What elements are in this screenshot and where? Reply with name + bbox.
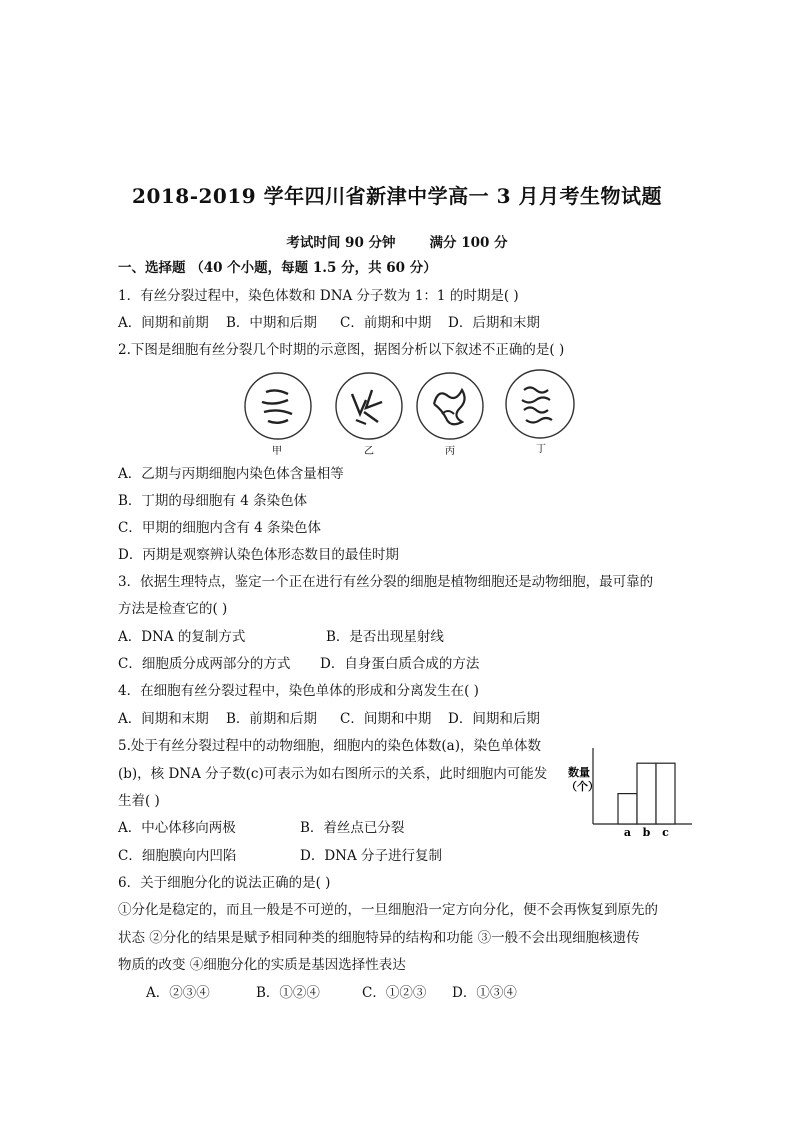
q4-option-b: B．前期和后期 <box>226 711 317 727</box>
exam-info <box>0 231 794 251</box>
q2-stem: 2.下图是细胞有丝分裂几个时期的示意图，据图分析以下叙述不正确的是( ) <box>118 342 565 358</box>
q5-option-b: B．着丝点已分裂 <box>300 820 405 836</box>
cell-ding <box>506 370 574 438</box>
q5-stem-line2: (b)，核 DNA 分子数(c)可表示为如右图所示的关系，此时细胞内可能发 <box>118 766 548 782</box>
q6-body-line1: ①分化是稳定的，而且一般是不可逆的，一旦细胞沿一定方向分化，便不会再恢复到原先的 <box>118 902 658 918</box>
mitosis-figure <box>238 368 588 458</box>
chart-tick-b: b <box>642 826 651 838</box>
chart-ylabel-line1: 数量 <box>568 766 590 779</box>
q5-option-c: C．细胞膜向内凹陷 <box>118 848 237 864</box>
cell-yi <box>336 373 402 439</box>
q6-option-a: A．②③④ <box>146 985 210 1001</box>
q6-option-d: D．①③④ <box>452 985 517 1001</box>
q3-options-row2 <box>118 654 479 674</box>
label-jia: 甲 <box>272 446 282 457</box>
q4-option-a: A．间期和末期 <box>118 711 209 727</box>
q1-options <box>118 313 540 333</box>
q1-option-b: B．中期和后期 <box>226 315 317 331</box>
q3-option-a: A．DNA 的复制方式 <box>118 629 246 645</box>
q5-option-d: D．DNA 分子进行复制 <box>300 848 443 864</box>
exam-score: 满分 100 分 <box>429 235 508 251</box>
q5-option-a: A．中心体移向两极 <box>118 820 236 836</box>
q1-stem: 1．有丝分裂过程中，染色体数和 DNA 分子数为 1：1 的时期是( ) <box>118 288 519 304</box>
q3-option-c: C．细胞质分成两部分的方式 <box>118 656 291 672</box>
q4-options <box>118 709 540 729</box>
exam-time: 考试时间 90 分钟 <box>286 235 396 251</box>
q6-stem: 6．关于细胞分化的说法正确的是( ) <box>118 875 331 891</box>
q4-stem: 4．在细胞有丝分裂过程中，染色单体的形成和分离发生在( ) <box>118 683 479 699</box>
q2-option-a: A．乙期与丙期细胞内染色体含量相等 <box>118 466 344 482</box>
q4-option-c: C．间期和中期 <box>340 711 432 727</box>
label-bing: 丙 <box>445 446 455 457</box>
q6-options <box>146 983 517 1003</box>
q2-option-b: B．丁期的母细胞有 4 条染色体 <box>118 493 308 509</box>
cell-bing <box>417 373 483 439</box>
chart-bar-b <box>637 763 656 824</box>
q3-option-b: B．是否出现星射线 <box>326 629 444 645</box>
cell-jia <box>245 373 311 439</box>
q6-body-line3: 物质的改变 ④细胞分化的实质是基因选择性表达 <box>118 957 406 973</box>
q2-option-d: D．丙期是观察辨认染色体形态数目的最佳时期 <box>118 547 399 563</box>
q2-option-c: C．甲期的细胞内含有 4 条染色体 <box>118 520 322 536</box>
q3-option-d: D．自身蛋白质合成的方法 <box>320 656 480 672</box>
q5-options-row2 <box>118 846 442 866</box>
q3-stem-line2: 方法是检查它的( ) <box>118 601 228 617</box>
q6-option-c: C．①②③ <box>362 985 427 1001</box>
chart-bar-a <box>618 794 637 824</box>
chart-tick-a: a <box>623 826 632 838</box>
q6-option-b: B．①②④ <box>256 985 320 1001</box>
q5-stem-line1: 5.处于有丝分裂过程中的动物细胞，细胞内的染色体数(a)，染色单体数 <box>118 738 541 754</box>
exam-title: 2018-2019 学年四川省新津中学高一 3 月月考生物试题 <box>132 184 662 208</box>
q4-option-d: D．间期和后期 <box>448 711 540 727</box>
q3-options-row1 <box>118 627 444 647</box>
q5-options-row1 <box>118 818 404 838</box>
chart-ylabel-line2: （个） <box>566 780 599 793</box>
label-ding: 丁 <box>536 444 546 455</box>
q1-option-c: C．前期和中期 <box>340 315 432 331</box>
q3-stem-line1: 3．依据生理特点，鉴定一个正在进行有丝分裂的细胞是植物细胞还是动物细胞，最可靠的 <box>118 574 654 590</box>
q6-body-line2: 状态 ②分化的结果是赋予相同种类的细胞特异的结构和功能 ③一般不会出现细胞核遗传 <box>118 930 640 946</box>
chart-tick-c: c <box>662 826 669 838</box>
section-heading: 一、选择题 （40 个小题，每题 1.5 分，共 60 分） <box>118 260 437 276</box>
chart-x-ticks <box>624 826 669 838</box>
chart-bars <box>618 763 675 824</box>
q1-option-a: A．间期和前期 <box>118 315 209 331</box>
chart-bar-c <box>656 763 675 824</box>
q5-stem-line3: 生着( ) <box>118 793 160 809</box>
label-yi: 乙 <box>364 446 374 457</box>
q1-option-d: D．后期和末期 <box>448 315 540 331</box>
q5-bar-chart <box>566 742 694 838</box>
